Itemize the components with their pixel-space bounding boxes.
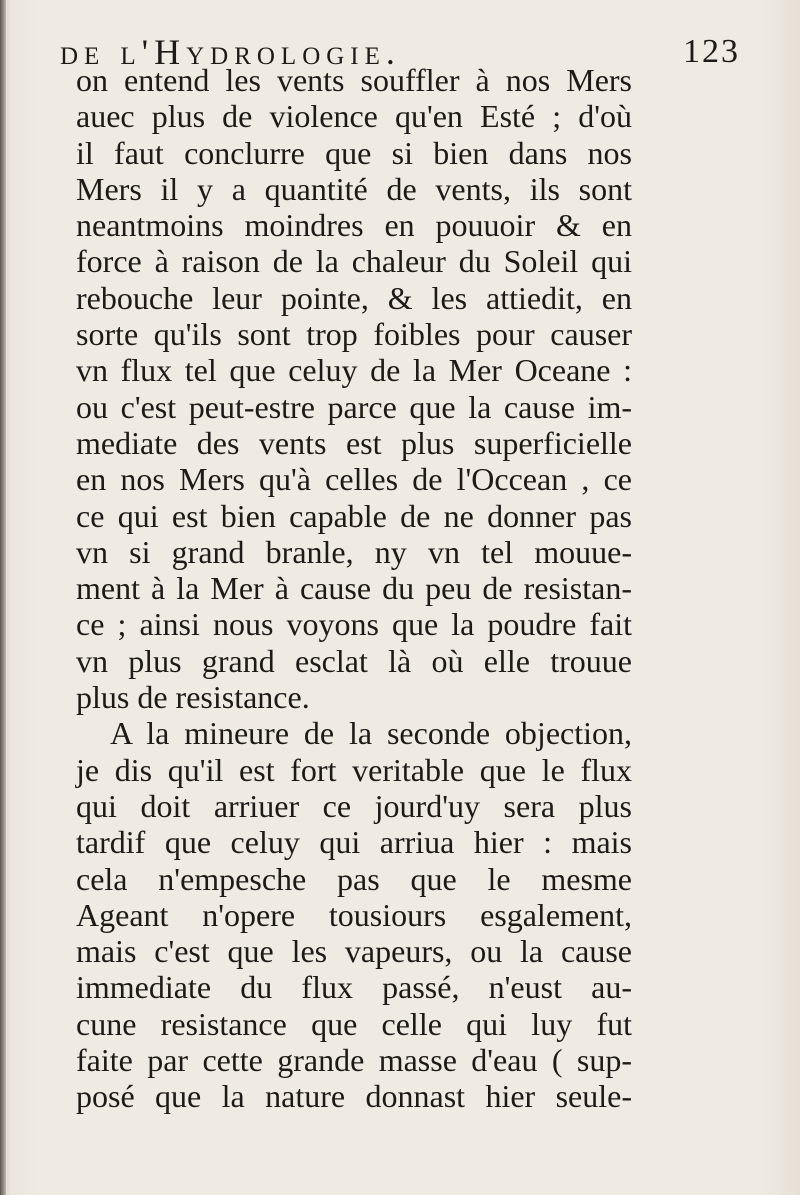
text-line: cune resistance que celle qui luy fut (76, 1005, 632, 1042)
text-line: immediate du flux passé, n'eust au- (76, 969, 632, 1006)
text-line: ment à la Mer à cause du peu de resistan- (76, 570, 632, 607)
text-line: vn plus grand esclat là où elle trouue (76, 642, 632, 679)
text-line: ce ; ainsi nous voyons que la poudre fait (76, 606, 632, 643)
text-line: Mers il y a quantité de vents, ils sont (76, 170, 632, 207)
text-line: mediate des vents est plus superficielle (76, 424, 632, 461)
paragraph-start-line: A la mineure de la seconde objection, (110, 715, 632, 752)
text-line: je dis qu'il est fort veritable que le flux (76, 751, 632, 788)
text-line: qui doit arriuer ce jourd'uy sera plus (76, 787, 632, 824)
text-line: ou c'est peut-estre parce que la cause im- (76, 388, 632, 425)
text-line: faite par cette grande masse d'eau ( sup- (76, 1042, 632, 1079)
paragraph-end-line: plus de resistance. (76, 679, 310, 716)
page-number: 123 (683, 33, 740, 70)
body-text (76, 62, 632, 1115)
text-line: cela n'empesche pas que le mesme (76, 860, 632, 897)
text-line: Ageant n'opere tousiours esgalement, (76, 896, 632, 933)
text-line: rebouche leur pointe, & les attiedit, en (76, 279, 632, 316)
text-line: il faut conclurre que si bien dans nos (76, 134, 632, 171)
text-line: neantmoins moindres en pouuoir & en (76, 207, 632, 244)
text-line: tardif que celuy qui arriua hier : mais (76, 824, 632, 861)
text-line: ce qui est bien capable de ne donner pas (76, 497, 632, 534)
text-line: on entend les vents souffler à nos Mers (76, 62, 632, 98)
text-line: mais c'est que les vapeurs, ou la cause (76, 933, 632, 970)
text-line: vn si grand branle, ny vn tel mouue- (76, 533, 632, 570)
text-line: posé que la nature donnast hier seule- (76, 1078, 632, 1115)
page-gutter-shadow (0, 0, 6, 1195)
running-title: de l'Hydrologie. (60, 32, 401, 72)
text-line: force à raison de la chaleur du Soleil qui (76, 243, 632, 280)
text-line: auec plus de violence qu'en Esté ; d'où (76, 98, 632, 135)
text-line: vn flux tel que celuy de la Mer Oceane : (76, 352, 632, 389)
text-line: sorte qu'ils sont trop foibles pour causer (76, 316, 632, 353)
text-line: en nos Mers qu'à celles de l'Occean , ce (76, 461, 632, 498)
